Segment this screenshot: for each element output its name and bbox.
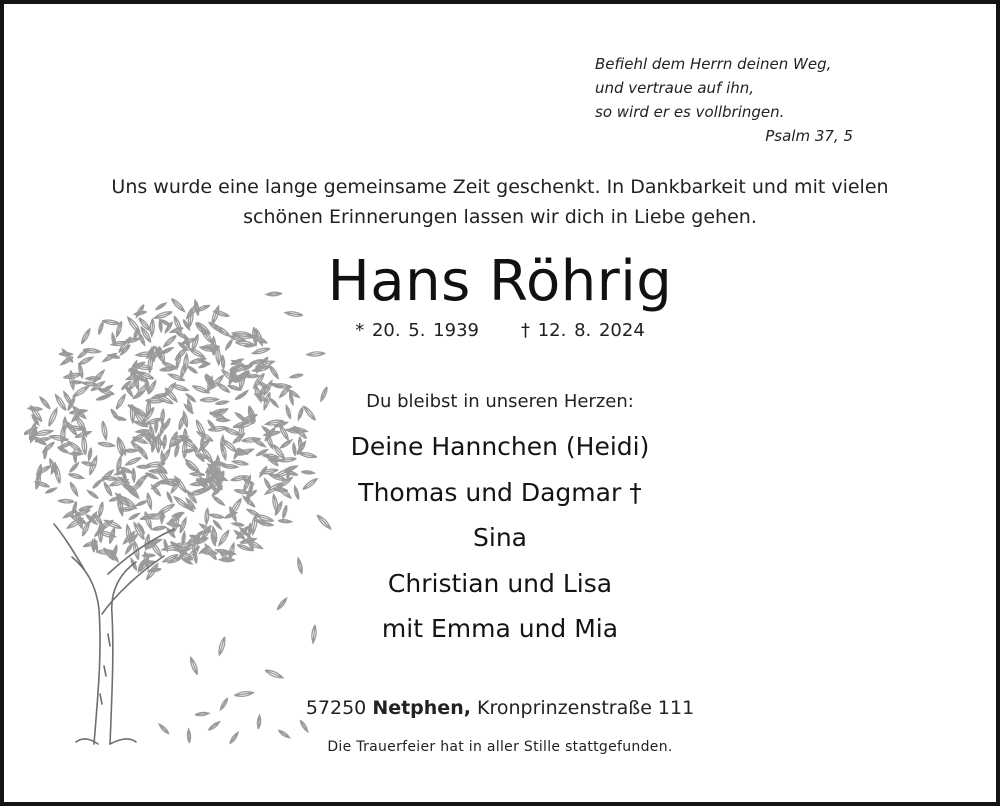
death-date: † 12. 8. 2024: [521, 320, 645, 341]
leaf-shape: [203, 345, 220, 349]
leaf-shape: [221, 355, 225, 369]
address-city: Netphen,: [372, 697, 471, 719]
leaf-shape: [268, 364, 280, 379]
address: [4, 694, 996, 722]
leaf-shape: [59, 352, 72, 355]
address-street: Kronprinzenstraße 111: [477, 697, 695, 719]
birth-date: * 20. 5. 1939: [355, 320, 479, 341]
address-zip: 57250: [305, 697, 367, 719]
leaf-shape: [290, 373, 304, 379]
psalm-line: und vertraue auf ihn,: [595, 79, 755, 97]
mourners-heading: Du bleibst in unseren Herzen:: [366, 391, 634, 412]
mourner-name: mit Emma und Mia: [381, 614, 619, 643]
psalm-quote: [595, 52, 865, 148]
psalm-reference: Psalm 37, 5: [765, 127, 853, 145]
mourner-name: Sina: [473, 523, 527, 552]
leaf-shape: [216, 418, 230, 422]
leaf-shape: [207, 721, 220, 732]
intro-line: schönen Erinnerungen lassen wir dich in Liebe gehen.: [243, 206, 757, 228]
leaf-shape: [189, 657, 200, 676]
leaf-shape: [114, 415, 127, 421]
life-dates: [4, 318, 996, 344]
psalm-line: so wird er es vollbringen.: [595, 103, 785, 121]
mourner-name: Thomas und Dagmar †: [358, 477, 642, 507]
funeral-note: Die Trauerfeier hat in aller Stille stattgefunden.: [327, 739, 673, 755]
mourners-list: [4, 424, 996, 652]
leaf-shape: [187, 365, 198, 374]
leaf-shape: [252, 347, 271, 356]
intro-text: [44, 172, 956, 232]
deceased-name: Hans Röhrig: [327, 249, 673, 314]
leaf-shape: [307, 351, 326, 356]
mourner-name: Christian und Lisa: [387, 568, 613, 598]
leaf-shape: [264, 668, 284, 680]
psalm-line: Befiehl dem Herrn deinen Weg,: [595, 55, 832, 73]
intro-line: Uns wurde eine lange gemeinsame Zeit geschenkt. In Dankbarkeit und mit vielen: [111, 176, 889, 198]
leaf-shape: [158, 723, 170, 735]
mourner-name: Deine Hannchen (Heidi): [350, 432, 650, 461]
